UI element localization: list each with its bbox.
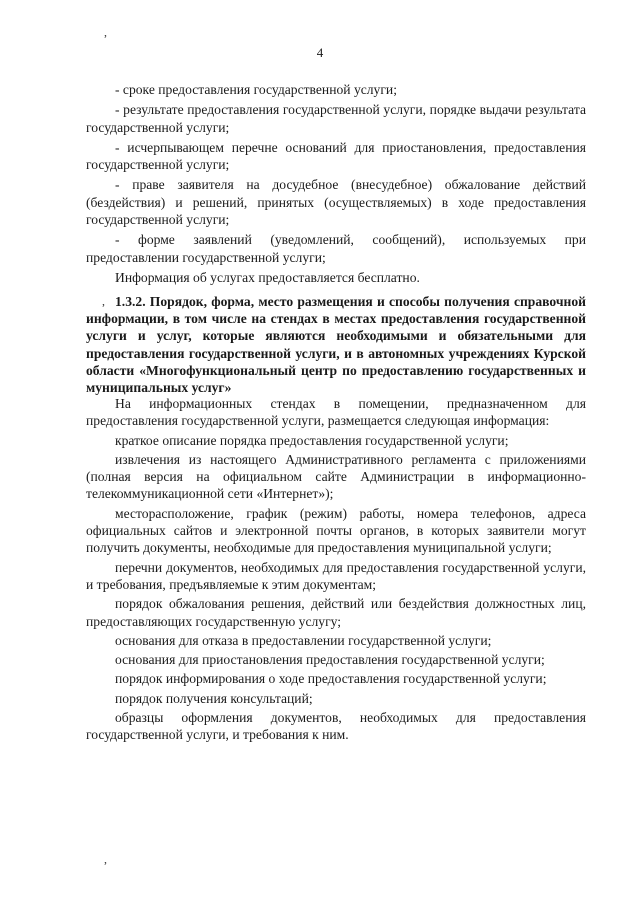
paragraph: основания для приостановления предоставления государственной услуги; <box>115 652 545 668</box>
paragraph: Информация об услугах предоставляется бесплатно. <box>115 269 420 285</box>
paragraph: - результате предоставления государственной услуги, порядке выдачи результата государственной услуги; <box>86 102 586 135</box>
paragraph: основания для отказа в предоставлении государственной услуги; <box>115 632 492 648</box>
paragraph: порядок обжалования решения, действий или бездействия должностных лиц, предоставляющих государственную услугу; <box>86 596 586 629</box>
paragraph: - форме заявлений (уведомлений, сообщений), используемых при предоставлении государственной услуги; <box>86 232 586 265</box>
top-paragraphs <box>86 81 586 286</box>
paragraph: перечни документов, необходимых для предоставления государственной услуги, и требования, предъявляемые к этим документам; <box>86 559 586 592</box>
paragraph: На информационных стендах в помещении, предназначенном для предоставления государственной услуги, размещается следующая информация: <box>86 396 586 429</box>
section-heading: 1.3.2. Порядок, форма, место размещения и способы получения справочной информации, в том числе на стендах в местах предоставления государственной услуги и услуг, которые являются необходимыми и обязательными для предоставления государственной услуги, и в автономных учреждениях Курской области «Многофункциональный центр по предоставлению государственных и муниципальных услуг» <box>86 294 586 396</box>
paragraph: образцы оформления документов, необходимых для предоставления государственной услуги, и требования к ним. <box>86 710 586 743</box>
paragraph: порядок информирования о ходе предоставления государственной услуги; <box>115 671 547 687</box>
paragraph: порядок получения консультаций; <box>115 690 313 706</box>
scan-mark: , <box>104 852 107 866</box>
paragraph: - сроке предоставления государственной услуги; <box>115 82 397 97</box>
page-number: 4 <box>316 45 324 60</box>
list-paragraphs <box>86 395 586 746</box>
paragraph: - исчерпывающем перечне оснований для приостановления, предоставления государственной услуги; <box>86 139 586 173</box>
paragraph: месторасположение, график (режим) работы, номера телефонов, адреса официальных сайтов и электронной почты органов, в которых заявители могут получить документы, необходимые для предоставления муниципальной услуги; <box>86 505 586 556</box>
paragraph: краткое описание порядка предоставления государственной услуги; <box>115 432 509 448</box>
scan-mark: , <box>104 25 107 39</box>
scan-mark: , <box>102 294 105 308</box>
paragraph: - праве заявителя на досудебное (внесудебное) обжалование действий (бездействия) и решений, принятых (осуществляемых) в ходе предоставления государственной услуги; <box>86 177 586 228</box>
paragraph: извлечения из настоящего Административного регламента с приложениями (полная версия на официальном сайте Администрации в информационно-телекоммуникационной сети «Интернет»); <box>86 451 586 502</box>
